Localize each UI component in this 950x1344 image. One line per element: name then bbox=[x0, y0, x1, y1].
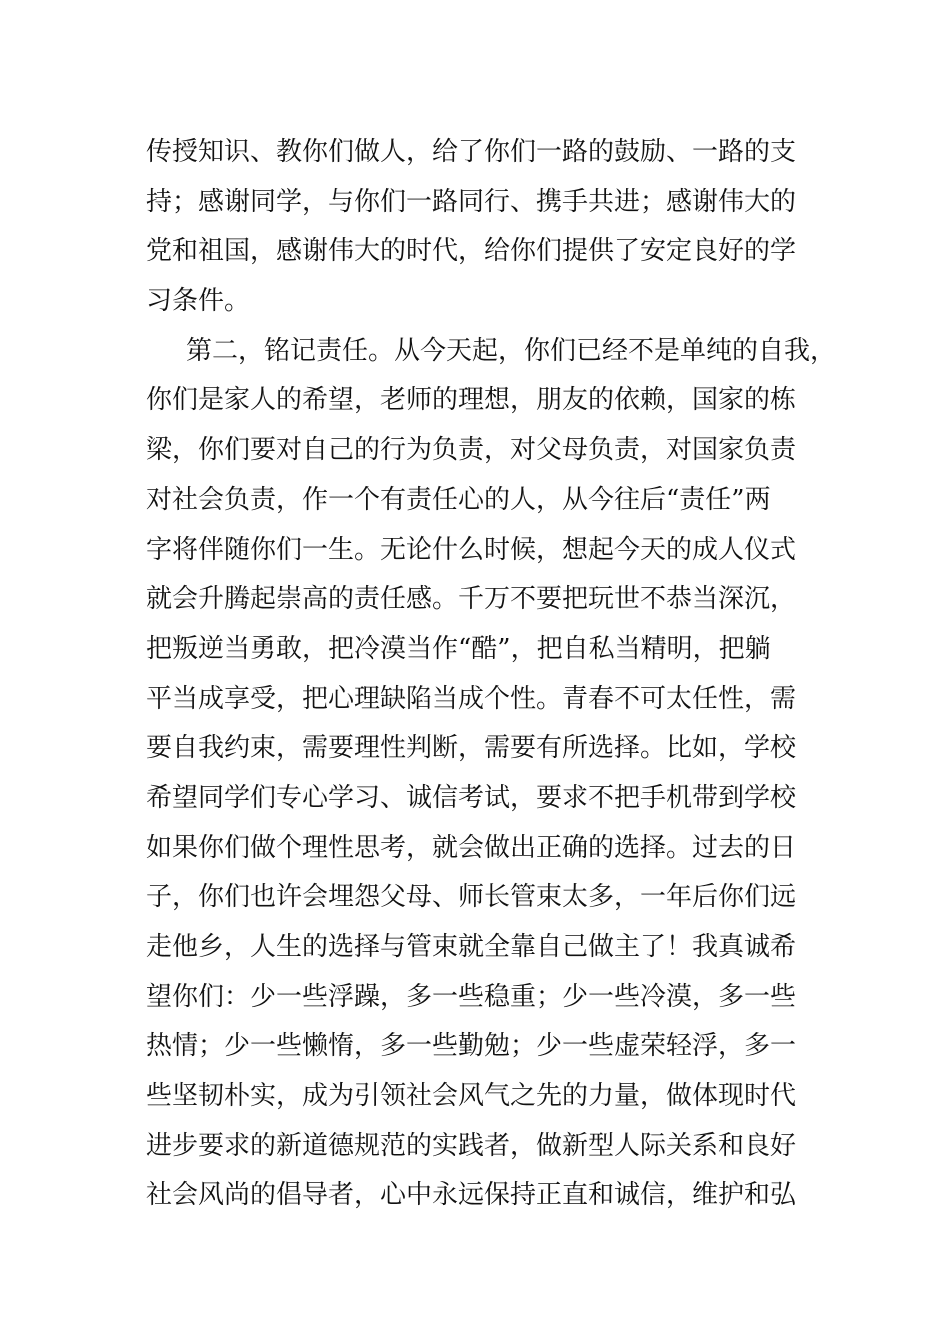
text-line: 社会风尚的倡导者，心中永远保持正直和诚信，维护和弘 bbox=[146, 1180, 797, 1211]
text-line: 对社会负责，作一个有责任心的人，从今往后“责任”两 bbox=[146, 484, 771, 515]
text-line: 子，你们也许会埋怨父母、师长管束太多，一年后你们远 bbox=[146, 882, 797, 913]
text-line: 平当成享受，把心理缺陷当成个性。青春不可太任性，需 bbox=[146, 683, 797, 714]
paragraph-start-line: 第二，铭记责任。从今天起，你们已经不是单纯的自我， bbox=[186, 335, 837, 366]
text-line: 希望同学们专心学习、诚信考试，要求不把手机带到学校 bbox=[146, 782, 797, 813]
text-line: 要自我约束，需要理性判断，需要有所选择。比如，学校 bbox=[146, 733, 797, 764]
text-line: 把叛逆当勇敢，把冷漠当作“酷”，把自私当精明，把躺 bbox=[146, 633, 771, 664]
text-line: 就会升腾起崇高的责任感。千万不要把玩世不恭当深沉， bbox=[146, 584, 797, 615]
text-line: 梁，你们要对自己的行为负责，对父母负责，对国家负责 bbox=[146, 435, 797, 466]
text-line: 习条件。 bbox=[146, 286, 251, 317]
text-line: 望你们：少一些浮躁，多一些稳重；少一些冷漠，多一些 bbox=[146, 981, 797, 1012]
text-line: 如果你们做个理性思考，就会做出正确的选择。过去的日 bbox=[146, 832, 797, 863]
body-text bbox=[146, 128, 837, 1221]
text-line: 些坚韧朴实，成为引领社会风气之先的力量，做体现时代 bbox=[146, 1081, 797, 1112]
text-line: 党和祖国，感谢伟大的时代，给你们提供了安定良好的学 bbox=[146, 236, 797, 267]
text-line: 进步要求的新道德规范的实践者，做新型人际关系和良好 bbox=[146, 1130, 797, 1161]
text-line: 持；感谢同学，与你们一路同行、携手共进；感谢伟大的 bbox=[146, 186, 797, 217]
text-line: 走他乡，人生的选择与管束就全靠自己做主了！我真诚希 bbox=[146, 932, 797, 962]
text-line: 你们是家人的希望，老师的理想，朋友的依赖，国家的栋 bbox=[146, 385, 797, 416]
text-line: 传授知识、教你们做人，给了你们一路的鼓励、一路的支 bbox=[146, 137, 797, 167]
text-line: 字将伴随你们一生。无论什么时候，想起今天的成人仪式 bbox=[146, 534, 797, 565]
text-line: 热情；少一些懒惰，多一些勤勉；少一些虚荣轻浮，多一 bbox=[146, 1031, 797, 1062]
